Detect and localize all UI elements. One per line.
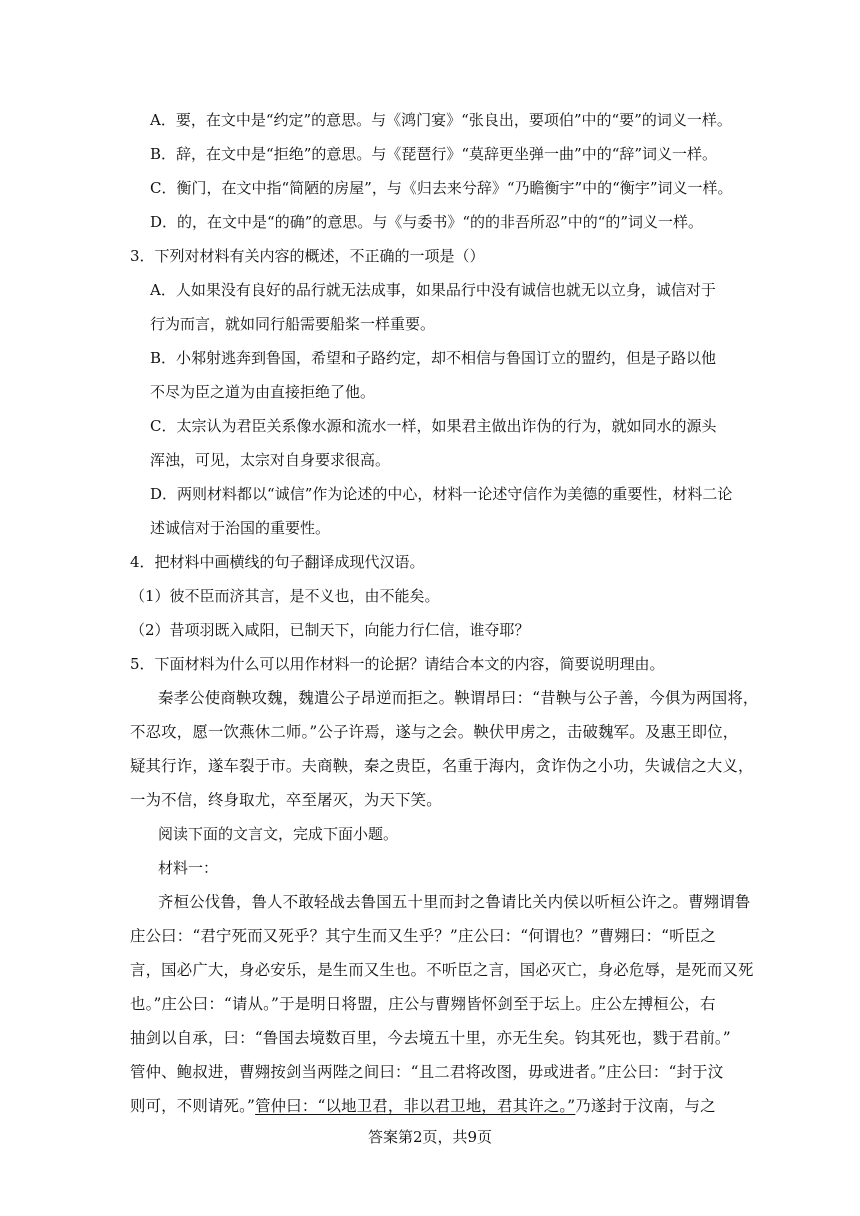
reading-instruction: 阅读下面的文言文，完成下面小题。 bbox=[158, 825, 399, 843]
q4-item-2: （2）昔项羽既入咸阳，已制天下，向能力行仁信，谁夺耶？ bbox=[130, 621, 530, 639]
q3-option-b-cont: 不尽为臣之道为由直接拒绝了他。 bbox=[150, 383, 376, 401]
passage-tail-text: 乃遂封于汶南，与之 bbox=[575, 1097, 716, 1115]
material-passage-line-5: 抽剑以自承，曰：“鲁国去境数百里，今去境五十里，亦无生矣。钧其死也，戮于君前。” bbox=[130, 1029, 731, 1047]
material-passage-line-3: 言，国必广大，身必安乐，是生而又生也。不听臣之言，国必灭亡，身必危辱，是死而又死 bbox=[130, 961, 754, 979]
q3-option-d: D．两则材料都以“诚信”作为论述的中心，材料一论述守信作为美德的重要性，材料二论 bbox=[150, 485, 733, 503]
material-one-title: 材料一： bbox=[158, 859, 219, 877]
passage-plain-text: 则可，不则请死。” bbox=[130, 1097, 256, 1115]
q4-stem: 4．把材料中画横线的句子翻译成现代汉语。 bbox=[130, 553, 425, 571]
q2-option-c: C．衡门，在文中指“简陋的房屋”，与《归去来兮辞》“乃瞻衡宇”中的“衡宇”词义一样。 bbox=[150, 179, 733, 197]
q3-option-a: A．人如果没有良好的品行就无法成事，如果品行中没有诚信也就无以立身，诚信对于 bbox=[150, 281, 716, 299]
material-passage-line-4: 也。”庄公曰：“请从。”于是明日将盟，庄公与曹翙皆怀剑至于坛上。庄公左搏桓公，右 bbox=[130, 995, 716, 1013]
q3-option-d-cont: 述诚信对于治国的重要性。 bbox=[150, 519, 331, 537]
material-passage-line-2: 庄公曰：“君宁死而又死乎？其宁生而又生乎？”庄公曰：“何谓也？”曹翙曰：“听臣之 bbox=[130, 927, 717, 945]
material-passage-line-7 bbox=[130, 1096, 716, 1116]
q5-stem: 5．下面材料为什么可以用作材料一的论据？请结合本文的内容，简要说明理由。 bbox=[130, 655, 665, 673]
q3-stem: 3．下列对材料有关内容的概述，不正确的一项是（） bbox=[130, 247, 485, 265]
q5-passage-line-4: 一为不信，终身取尤，卒至屠灭，为天下笑。 bbox=[130, 791, 442, 809]
underlined-sentence: 管仲曰：“以地卫君，非以君卫地，君其许之。” bbox=[255, 1097, 576, 1115]
q3-option-b: B．小邾射逃奔到鲁国，希望和子路约定，却不相信与鲁国订立的盟约，但是子路以他 bbox=[150, 349, 717, 367]
q3-option-c-cont: 浑浊，可见，太宗对自身要求很高。 bbox=[150, 451, 391, 469]
q5-passage-line-3: 疑其行诈，遂车裂于市。夫商鞅，秦之贵臣，名重于海内，贪诈伪之小功，失诚信之大义， bbox=[130, 757, 754, 775]
page-footer: 答案第2页，共9页 bbox=[367, 1128, 493, 1146]
q3-option-c: C．太宗认为君臣关系像水源和流水一样，如果君主做出诈伪的行为，就如同水的源头 bbox=[150, 417, 717, 435]
material-passage-line-1: 齐桓公伐鲁，鲁人不敢轻战去鲁国五十里而封之鲁请比关内侯以听桓公许之。曹翙谓鲁 bbox=[158, 893, 751, 911]
q2-option-a: A．要，在文中是“约定”的意思。与《鸿门宴》“张良出，要项伯”中的“要”的词义一样。 bbox=[150, 111, 732, 129]
q5-passage-line-2: 不忍攻，愿一饮燕休二师。”公子许焉，遂与之会。鞅伏甲虏之，击破魏军。及惠王即位， bbox=[130, 723, 739, 741]
q3-option-a-cont: 行为而言，就如同行船需要船桨一样重要。 bbox=[150, 315, 436, 333]
q5-passage-line-1: 秦孝公使商鞅攻魏，魏遣公子昂逆而拒之。鞅谓昂曰：“昔鞅与公子善，今俱为两国将， bbox=[158, 689, 759, 707]
material-passage-line-6: 管仲、鲍叔进，曹翙按剑当两陛之间曰：“且二君将改图，毋或进者。”庄公曰：“封于汶 bbox=[130, 1063, 724, 1081]
q2-option-d: D．的，在文中是“的确”的意思。与《与委书》“的的非吾所忍”中的“的”词义一样。 bbox=[150, 213, 704, 231]
q4-item-1: （1）彼不臣而济其言，是不义也，由不能矣。 bbox=[130, 587, 440, 605]
q2-option-b: B．辞，在文中是“拒绝”的意思。与《琵琶行》“莫辞更坐弹一曲”中的“辞”词义一样。 bbox=[150, 145, 718, 163]
